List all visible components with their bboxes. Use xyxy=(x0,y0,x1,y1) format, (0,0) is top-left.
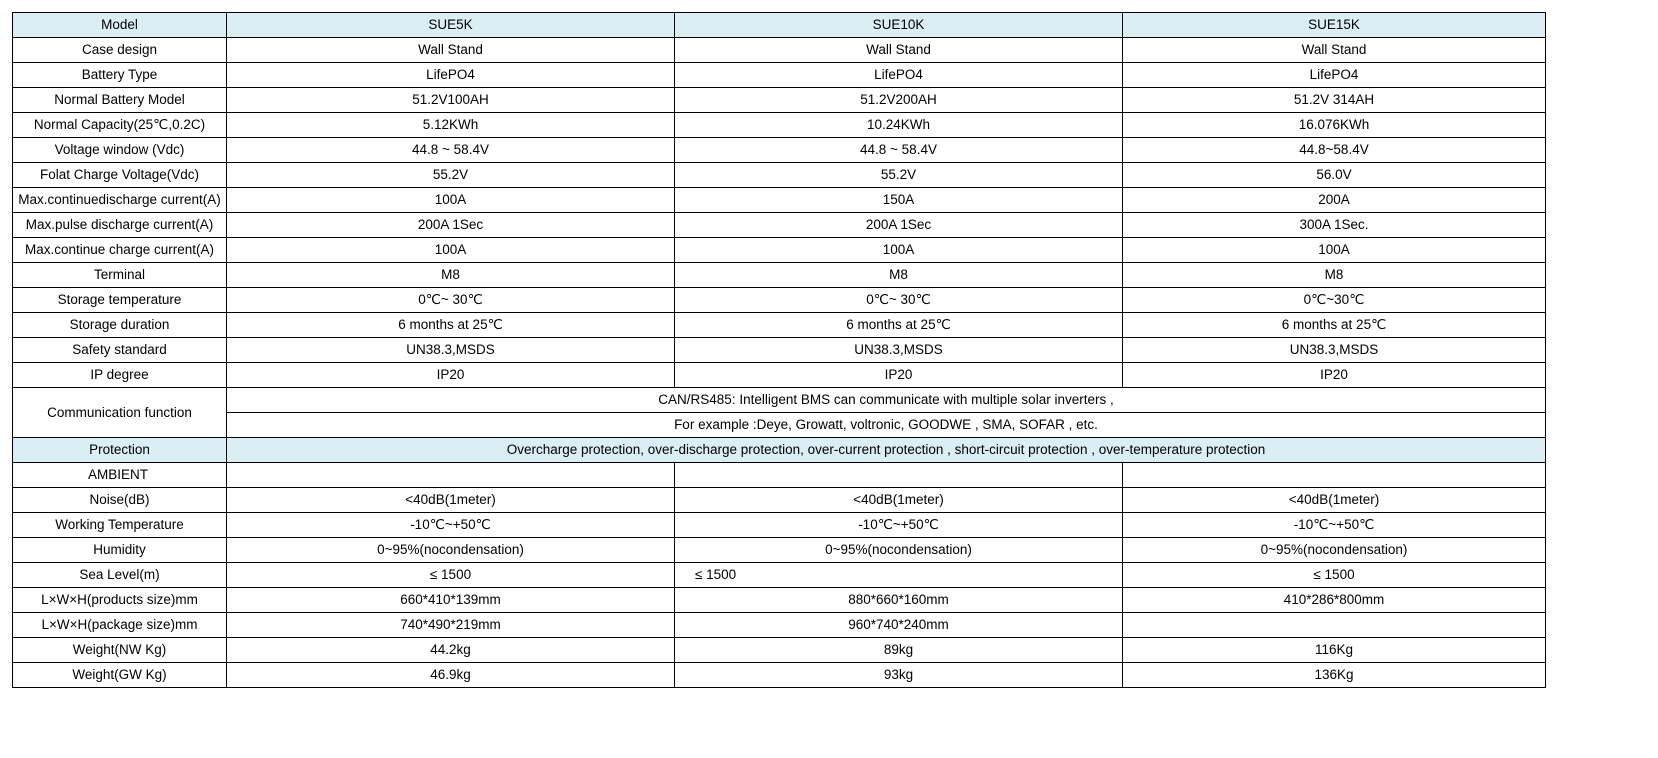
row-value: 0~95%(nocondensation) xyxy=(227,538,675,563)
spec-table xyxy=(12,12,1546,688)
row-value: 200A 1Sec xyxy=(675,213,1123,238)
row-value: 300A 1Sec. xyxy=(1123,213,1546,238)
row-value: IP20 xyxy=(1123,363,1546,388)
table-row xyxy=(13,288,1546,313)
table-row xyxy=(13,638,1546,663)
table-row xyxy=(13,363,1546,388)
row-label: Normal Capacity(25℃,0.2C) xyxy=(13,113,227,138)
table-row xyxy=(13,38,1546,63)
row-label: Terminal xyxy=(13,263,227,288)
row-value: 55.2V xyxy=(227,163,675,188)
table-row xyxy=(13,163,1546,188)
row-value: 44.8 ~ 58.4V xyxy=(227,138,675,163)
row-value: M8 xyxy=(227,263,675,288)
ambient-empty-cell xyxy=(227,463,675,488)
row-label: Working Temperature xyxy=(13,513,227,538)
row-label: Sea Level(m) xyxy=(13,563,227,588)
table-row xyxy=(13,263,1546,288)
row-value: 100A xyxy=(1123,238,1546,263)
row-label: Battery Type xyxy=(13,63,227,88)
protection-label: Protection xyxy=(13,438,227,463)
table-row xyxy=(13,138,1546,163)
row-value: 55.2V xyxy=(675,163,1123,188)
row-label: Safety standard xyxy=(13,338,227,363)
row-value: 116Kg xyxy=(1123,638,1546,663)
row-value: 100A xyxy=(227,238,675,263)
row-value: -10℃~+50℃ xyxy=(227,513,675,538)
row-value: 960*740*240mm xyxy=(675,613,1123,638)
header-model: SUE15K xyxy=(1123,13,1546,38)
row-label: Max.pulse discharge current(A) xyxy=(13,213,227,238)
table-row xyxy=(13,663,1546,688)
row-value: 100A xyxy=(675,238,1123,263)
table-row xyxy=(13,213,1546,238)
row-label: Weight(GW Kg) xyxy=(13,663,227,688)
table-row xyxy=(13,613,1546,638)
row-value: <40dB(1meter) xyxy=(227,488,675,513)
row-value: UN38.3,MSDS xyxy=(227,338,675,363)
table-row xyxy=(13,588,1546,613)
row-value: 89kg xyxy=(675,638,1123,663)
row-value: Wall Stand xyxy=(227,38,675,63)
row-value: -10℃~+50℃ xyxy=(1123,513,1546,538)
row-value: 660*410*139mm xyxy=(227,588,675,613)
row-value: 51.2V 314AH xyxy=(1123,88,1546,113)
row-label: Max.continuedischarge current(A) xyxy=(13,188,227,213)
row-value: IP20 xyxy=(227,363,675,388)
row-value: <40dB(1meter) xyxy=(1123,488,1546,513)
table-row xyxy=(13,238,1546,263)
row-value: 46.9kg xyxy=(227,663,675,688)
row-value: 740*490*219mm xyxy=(227,613,675,638)
ambient-empty-cell xyxy=(1123,463,1546,488)
table-row xyxy=(13,563,1546,588)
row-value: 56.0V xyxy=(1123,163,1546,188)
table-row xyxy=(13,63,1546,88)
row-value: 100A xyxy=(227,188,675,213)
row-value: 0~95%(nocondensation) xyxy=(1123,538,1546,563)
communication-label: Communication function xyxy=(13,388,227,438)
row-value: 150A xyxy=(675,188,1123,213)
row-value: 0℃~ 30℃ xyxy=(675,288,1123,313)
table-row xyxy=(13,538,1546,563)
row-label: Voltage window (Vdc) xyxy=(13,138,227,163)
row-value: 44.2kg xyxy=(227,638,675,663)
communication-row xyxy=(13,388,1546,413)
row-value: Wall Stand xyxy=(675,38,1123,63)
row-value: 44.8~58.4V xyxy=(1123,138,1546,163)
header-row xyxy=(13,13,1546,38)
row-value: M8 xyxy=(1123,263,1546,288)
row-value: 6 months at 25℃ xyxy=(675,313,1123,338)
row-value: 6 months at 25℃ xyxy=(227,313,675,338)
row-value: 6 months at 25℃ xyxy=(1123,313,1546,338)
header-model: SUE10K xyxy=(675,13,1123,38)
row-label: Humidity xyxy=(13,538,227,563)
table-row xyxy=(13,188,1546,213)
communication-line-2: For example :Deye, Growatt, voltronic, GOODWE , SMA, SOFAR , etc. xyxy=(227,413,1546,438)
row-value: ≤ 1500 xyxy=(675,563,1123,588)
row-value: M8 xyxy=(675,263,1123,288)
row-value: 10.24KWh xyxy=(675,113,1123,138)
row-label: L×W×H(products size)mm xyxy=(13,588,227,613)
header-label: Model xyxy=(13,13,227,38)
row-value: 0℃~ 30℃ xyxy=(227,288,675,313)
header-model: SUE5K xyxy=(227,13,675,38)
row-value: Wall Stand xyxy=(1123,38,1546,63)
protection-row xyxy=(13,438,1546,463)
table-row xyxy=(13,488,1546,513)
ambient-label: AMBIENT xyxy=(13,463,227,488)
row-value: 200A 1Sec xyxy=(227,213,675,238)
row-value: -10℃~+50℃ xyxy=(675,513,1123,538)
row-value: 93kg xyxy=(675,663,1123,688)
row-label: IP degree xyxy=(13,363,227,388)
row-value: 0~95%(nocondensation) xyxy=(675,538,1123,563)
table-row xyxy=(13,88,1546,113)
row-value: IP20 xyxy=(675,363,1123,388)
row-value: 51.2V100AH xyxy=(227,88,675,113)
row-value: LifePO4 xyxy=(227,63,675,88)
table-row xyxy=(13,113,1546,138)
row-value: ≤ 1500 xyxy=(1123,563,1546,588)
table-row xyxy=(13,313,1546,338)
row-label: Normal Battery Model xyxy=(13,88,227,113)
ambient-row xyxy=(13,463,1546,488)
row-value: ≤ 1500 xyxy=(227,563,675,588)
row-label: Max.continue charge current(A) xyxy=(13,238,227,263)
row-label: Case design xyxy=(13,38,227,63)
row-value: <40dB(1meter) xyxy=(675,488,1123,513)
row-value: 51.2V200AH xyxy=(675,88,1123,113)
row-value: 200A xyxy=(1123,188,1546,213)
row-value: LifePO4 xyxy=(1123,63,1546,88)
communication-line-1: CAN/RS485: Intelligent BMS can communicate with multiple solar inverters , xyxy=(227,388,1546,413)
table-row xyxy=(13,513,1546,538)
row-label: Storage temperature xyxy=(13,288,227,313)
row-value: 880*660*160mm xyxy=(675,588,1123,613)
row-value: 44.8 ~ 58.4V xyxy=(675,138,1123,163)
communication-row xyxy=(13,413,1546,438)
row-value: 136Kg xyxy=(1123,663,1546,688)
protection-value: Overcharge protection, over-discharge protection, over-current protection , short-circuit protection , over-temperature protection xyxy=(227,438,1546,463)
row-value: 5.12KWh xyxy=(227,113,675,138)
row-value: UN38.3,MSDS xyxy=(1123,338,1546,363)
row-value: LifePO4 xyxy=(675,63,1123,88)
row-label: Folat Charge Voltage(Vdc) xyxy=(13,163,227,188)
row-value xyxy=(1123,613,1546,638)
row-value: 0℃~30℃ xyxy=(1123,288,1546,313)
row-value: 16.076KWh xyxy=(1123,113,1546,138)
row-label: Weight(NW Kg) xyxy=(13,638,227,663)
row-label: Storage duration xyxy=(13,313,227,338)
ambient-empty-cell xyxy=(675,463,1123,488)
table-row xyxy=(13,338,1546,363)
row-value: 410*286*800mm xyxy=(1123,588,1546,613)
row-value: UN38.3,MSDS xyxy=(675,338,1123,363)
row-label: L×W×H(package size)mm xyxy=(13,613,227,638)
row-label: Noise(dB) xyxy=(13,488,227,513)
